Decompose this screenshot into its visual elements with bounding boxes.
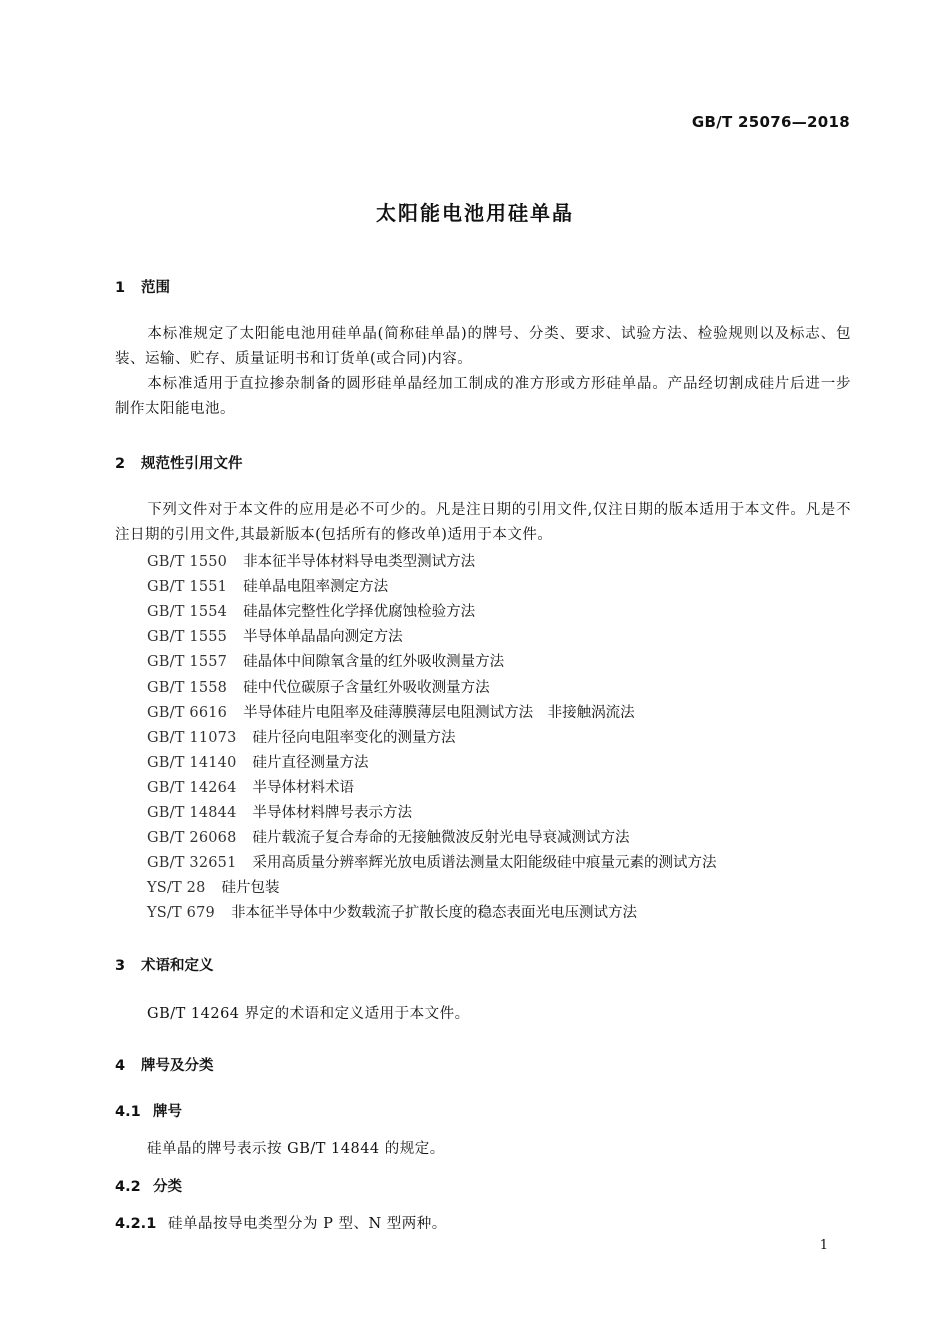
- section-number: 1: [115, 280, 126, 296]
- reference-title: 非本征半导体中少数载流子扩散长度的稳态表面光电压测试方法: [230, 905, 637, 922]
- section-3-paragraph-1: GB/T 14264 界定的术语和定义适用于本文件。: [147, 1006, 470, 1022]
- reference-item: [147, 701, 635, 722]
- reference-title: 硅片包装: [221, 880, 280, 897]
- reference-item: [147, 901, 637, 922]
- reference-code: GB/T 1555: [147, 629, 228, 646]
- standard-code: GB/T 25076—2018: [691, 113, 850, 131]
- reference-item: [147, 676, 490, 697]
- clause-text: 硅单晶按导电类型分为 P 型、N 型两种。: [168, 1216, 447, 1232]
- paragraph-text: 本标准适用于直拉掺杂制备的圆形硅单晶经加工制成的准方形或方形硅单晶。产品经切割成硅片后进一步制作太阳能电池。: [115, 376, 851, 417]
- section-4-heading: [115, 1054, 214, 1075]
- reference-code: YS/T 679: [147, 905, 215, 922]
- section-number: 4.2: [115, 1179, 141, 1195]
- clause-number: 4.2.1: [115, 1216, 157, 1232]
- section-number: 3: [115, 958, 126, 974]
- reference-title: 采用高质量分辨率辉光放电质谱法测量太阳能级硅中痕量元素的测试方法: [252, 855, 717, 872]
- reference-code: GB/T 1551: [147, 579, 228, 596]
- section-number: 4.1: [115, 1104, 141, 1120]
- section-2-heading: [115, 452, 243, 473]
- reference-title: 硅片直径测量方法: [252, 754, 369, 771]
- reference-title: 硅片径向电阻率变化的测量方法: [252, 729, 456, 746]
- reference-code: GB/T 1557: [147, 654, 228, 671]
- section-1-paragraph-1: [115, 322, 851, 372]
- section-1-heading: [115, 276, 170, 297]
- section-3-heading: [115, 954, 214, 975]
- reference-code: GB/T 14844: [147, 805, 237, 821]
- reference-code: GB/T 26068: [147, 830, 237, 847]
- section-4-1-paragraph: 硅单晶的牌号表示按 GB/T 14844 的规定。: [147, 1141, 445, 1157]
- reference-item: [147, 801, 412, 822]
- section-title: 范围: [141, 280, 170, 296]
- reference-title: 半导体单晶晶向测定方法: [243, 629, 403, 646]
- reference-item: [147, 625, 403, 646]
- reference-item: [147, 575, 388, 596]
- reference-title: 硅片载流子复合寿命的无接触微波反射光电导衰减测试方法: [252, 830, 630, 847]
- reference-item: [147, 600, 475, 621]
- section-title: 分类: [153, 1179, 182, 1195]
- reference-title: 半导体材料术语: [252, 779, 355, 796]
- reference-title: 硅单晶电阻率测定方法: [243, 579, 389, 596]
- section-title: 牌号及分类: [141, 1058, 214, 1074]
- reference-code: GB/T 1550: [147, 554, 228, 570]
- paragraph-text: 本标准规定了太阳能电池用硅单晶(简称硅单晶)的牌号、分类、要求、试验方法、检验规则以及标志、包装、运输、贮存、质量证明书和订货单(或合同)内容。: [115, 326, 851, 367]
- reference-code: GB/T 1558: [147, 679, 228, 696]
- reference-code: GB/T 1554: [147, 604, 228, 621]
- reference-item: [147, 726, 456, 747]
- section-title: 牌号: [153, 1104, 182, 1120]
- reference-code: YS/T 28: [147, 880, 206, 897]
- section-number: 2: [115, 456, 126, 472]
- reference-code: GB/T 14264: [147, 779, 237, 796]
- reference-item: [147, 550, 475, 571]
- reference-title: 半导体硅片电阻率及硅薄膜薄层电阻测试方法 非接触涡流法: [243, 704, 635, 721]
- reference-code: GB/T 11073: [147, 729, 237, 746]
- page-number: 1: [819, 1238, 828, 1253]
- reference-item: [147, 751, 369, 772]
- section-title: 术语和定义: [141, 958, 214, 974]
- section-2-paragraph-1: [115, 498, 851, 548]
- reference-title: 硅晶体中间隙氧含量的红外吸收测量方法: [243, 654, 505, 671]
- reference-code: GB/T 14140: [147, 754, 237, 771]
- section-4-2-heading: [115, 1175, 182, 1196]
- reference-code: GB/T 6616: [147, 704, 228, 721]
- section-4-1-heading: [115, 1100, 182, 1121]
- reference-item: [147, 826, 630, 847]
- reference-item: [147, 776, 354, 797]
- reference-code: GB/T 32651: [147, 855, 237, 872]
- section-number: 4: [115, 1058, 126, 1074]
- document-title: 太阳能电池用硅单晶: [376, 201, 574, 225]
- reference-title: 硅晶体完整性化学择优腐蚀检验方法: [243, 604, 476, 621]
- reference-item: [147, 851, 717, 872]
- reference-item: [147, 650, 504, 671]
- section-1-paragraph-2: [115, 372, 851, 422]
- reference-title: 硅中代位碳原子含量红外吸收测量方法: [243, 679, 490, 696]
- paragraph-text: 下列文件对于本文件的应用是必不可少的。凡是注日期的引用文件,仅注日期的版本适用于本文件。凡是不注日期的引用文件,其最新版本(包括所有的修改单)适用于本文件。: [115, 502, 851, 543]
- reference-title: 半导体材料牌号表示方法: [252, 805, 413, 821]
- reference-item: [147, 876, 280, 897]
- section-title: 规范性引用文件: [141, 456, 243, 472]
- reference-title: 非本征半导体材料导电类型测试方法: [243, 554, 476, 570]
- clause-4-2-1: [115, 1212, 447, 1233]
